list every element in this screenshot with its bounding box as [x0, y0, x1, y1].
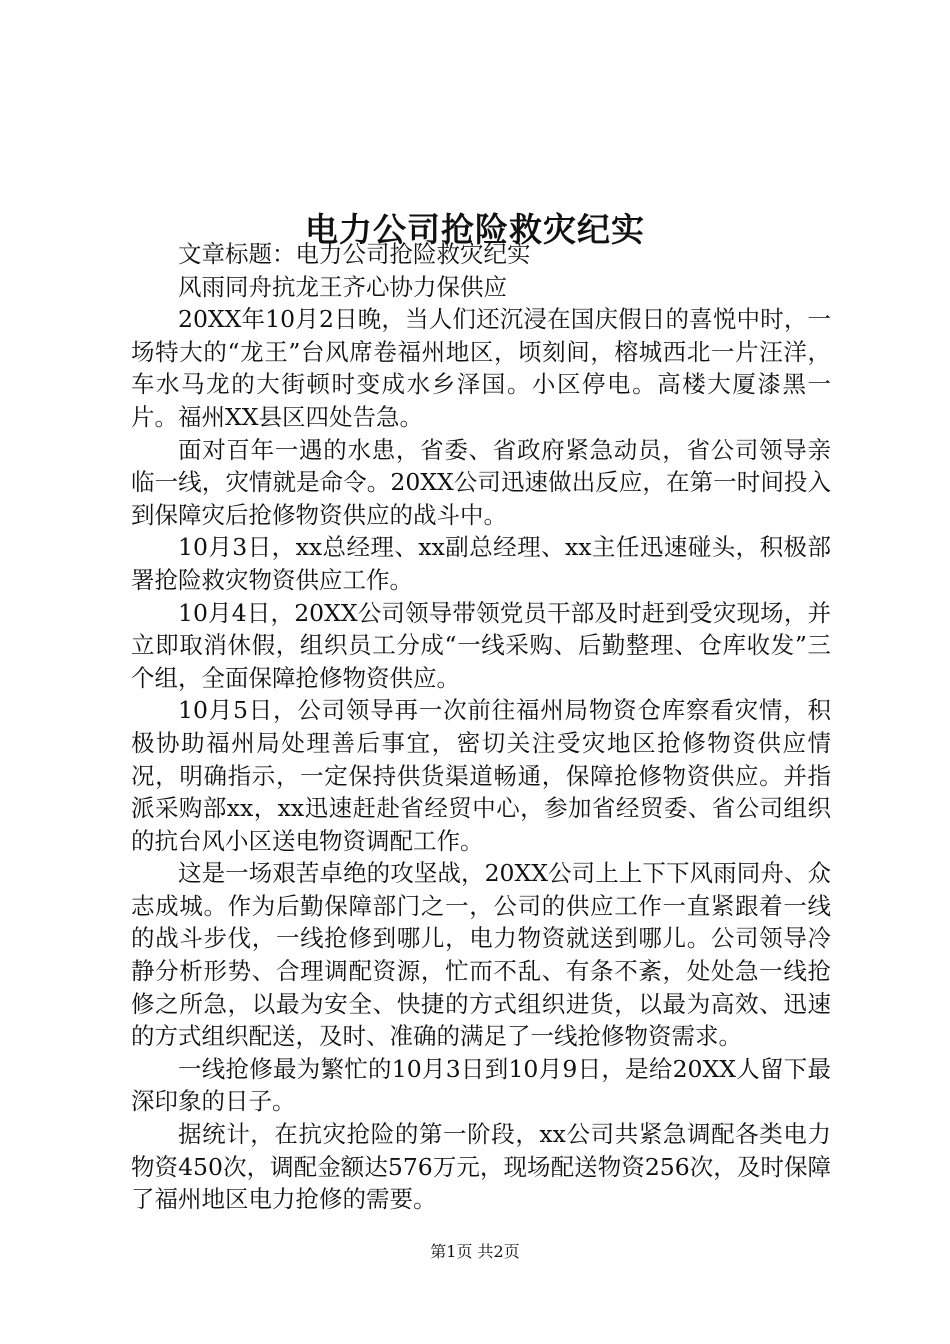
paragraph-8: 据统计，在抗灾抢险的第一阶段，xx公司共紧急调配各类电力物资450次，调配金额达576万元，现场配送物资256次，及时保障了福州地区电力抢修的需要。 [131, 1120, 831, 1214]
paragraph-7: 一线抢修最为繁忙的10月3日到10月9日，是给20XX人留下最深印象的日子。 [131, 1054, 831, 1116]
subtitle-line: 风雨同舟抗龙王齐心协力保供应 [178, 272, 507, 301]
paragraph-6: 这是一场艰苦卓绝的攻坚战，20XX公司上上下下风雨同舟、众志成城。作为后勤保障部门之一，公司的供应工作一直紧跟着一线的战斗步伐，一线抢修到哪儿，电力物资就送到哪儿。公司领导冷静分析形势、合理调配资源，忙而不乱、有条不紊，处处急一线抢修之所急，以最为安全、快捷的方式组织进货，以最为高效、迅速的方式组织配送，及时、准确的满足了一线抢修物资需求。 [131, 859, 831, 1051]
paragraph-5: 10月5日，公司领导再一次前往福州局物资仓库察看灾情，积极协助福州局处理善后事宜，密切关注受灾地区抢修物资供应情况，明确指示，一定保持供货渠道畅通，保障抢修物资供应。并指派采购部xx，xx迅速赶赴省经贸中心，参加省经贸委、省公司组织的抗台风小区送电物资调配工作。 [131, 696, 831, 855]
paragraph-2: 面对百年一遇的水患，省委、省政府紧急动员，省公司领导亲临一线，灾情就是命令。20XX公司迅速做出反应，在第一时间投入到保障灾后抢修物资供应的战斗中。 [131, 435, 831, 529]
paragraph-3: 10月3日，xx总经理、xx副总经理、xx主任迅速碰头，积极部署抢险救灾物资供应工作。 [131, 533, 831, 594]
document-title: 电力公司抢险救灾纪实 [305, 210, 645, 250]
document-body [131, 238, 831, 1216]
page-number-footer: 第1页 共2页 [430, 1242, 520, 1261]
article-title-line: 文章标题：电力公司抢险救灾纪实 [178, 240, 531, 268]
paragraph-4: 10月4日，20XX公司领导带领党员干部及时赶到受灾现场，并立即取消休假，组织员工分成“一线采购、后勤整理、仓库收发”三个组，全面保障抢修物资供应。 [131, 598, 831, 692]
paragraph-1: 20XX年10月2日晚，当人们还沉浸在国庆假日的喜悦中时，一场特大的“龙王”台风席卷福州地区，顷刻间，榕城西北一片汪洋，车水马龙的大街顿时变成水乡泽国。小区停电。高楼大厦漆黑一片。福州XX县区四处告急。 [131, 305, 831, 431]
